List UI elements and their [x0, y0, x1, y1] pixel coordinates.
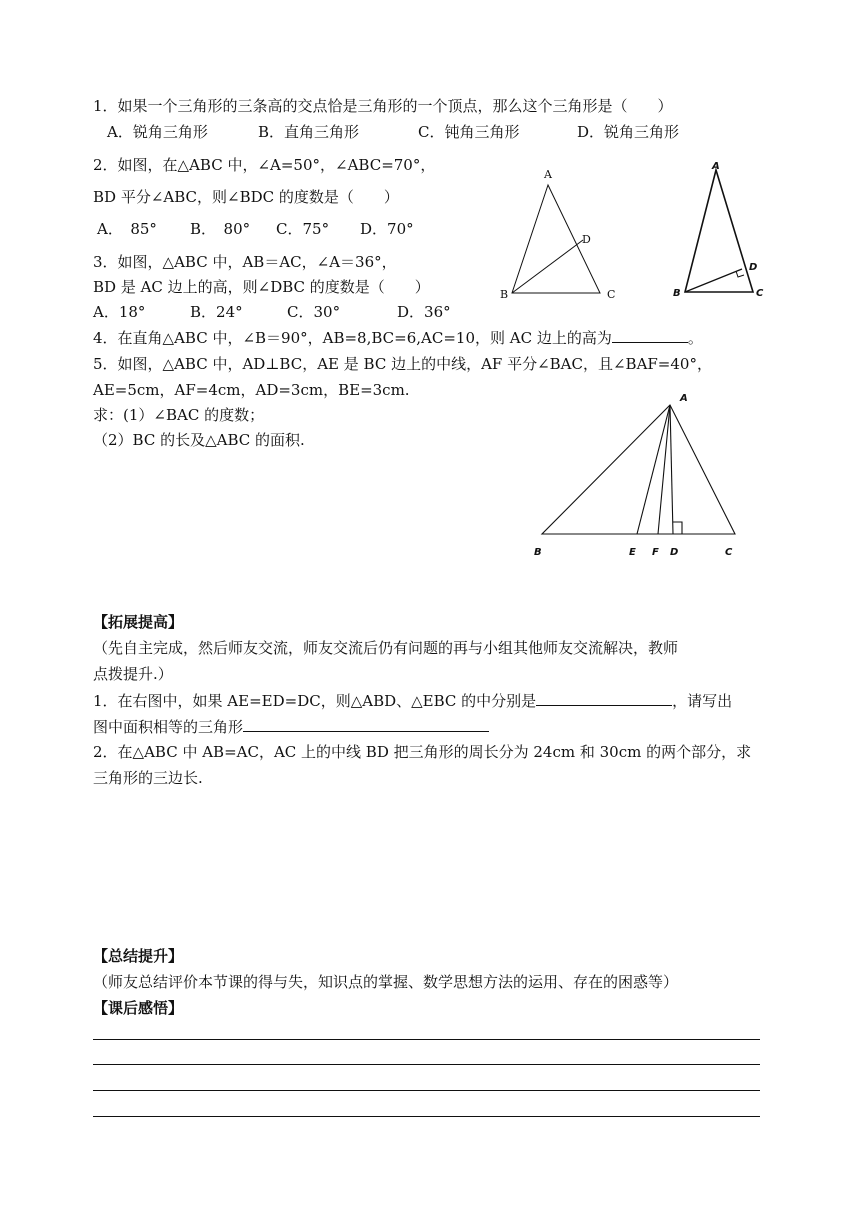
q1-option-c: C．钝角三角形: [418, 123, 520, 141]
label-f-fig3: F: [652, 547, 659, 558]
label-a-fig2: A: [712, 161, 720, 172]
q2-line1: 2．如图，在△ABC 中，∠A=50°，∠ABC=70°，: [93, 156, 436, 174]
label-d-fig3: D: [670, 547, 679, 558]
writing-line-4[interactable]: [93, 1116, 760, 1117]
extend-problem1-line2: [93, 716, 489, 737]
label-b-fig2: B: [673, 288, 681, 299]
bisector-bd: [512, 240, 583, 293]
q3-option-a: A．18°: [93, 303, 146, 321]
q4-text: [93, 327, 703, 348]
triangle-abc-fig3: [542, 405, 735, 534]
extend-problem2-line1: 2．在△ABC 中 AB=AC，AC 上的中线 BD 把三角形的周长分为 24cm 和 30cm 的两个部分，求: [93, 743, 752, 761]
right-angle-mark-fig3: [673, 522, 682, 534]
extend-p1-text: 1．在右图中，如果 AE=ED=DC，则△ABD、△EBC 的中分别是: [93, 692, 537, 710]
figure-triangle-bisector: [495, 160, 635, 310]
triangle-abc-fig2: [685, 170, 753, 292]
q1-option-b: B．直角三角形: [258, 123, 360, 141]
extend-p1-blank1[interactable]: [536, 690, 672, 706]
q5-line2: AE=5cm，AF=4cm，AD=3cm，BE=3cm.: [93, 381, 410, 399]
q4-question: 4．在直角△ABC 中，∠B＝90°，AB=8,BC=6,AC=10，则 AC 边上的高为: [93, 329, 612, 347]
q5-line3: 求：(1）∠BAC 的度数；: [93, 406, 265, 424]
label-b-fig1: B: [500, 288, 509, 301]
q2-line2: BD 平分∠ABC，则∠BDC 的度数是（ ）: [93, 188, 399, 206]
q4-answer-blank[interactable]: [612, 327, 688, 343]
extend-problem1-line1: [93, 690, 732, 711]
q4-end: 。: [687, 329, 703, 347]
q2-option-a: A． 85°: [97, 220, 157, 238]
q1-option-a: A．锐角三角形: [107, 123, 208, 141]
altitude-bd: [685, 269, 742, 292]
q2-option-b: B． 80°: [190, 220, 251, 238]
q3-line2: BD 是 AC 边上的高，则∠DBC 的度数是（ ）: [93, 278, 430, 296]
q1-text: 1．如果一个三角形的三条高的交点恰是三角形的一个顶点，那么这个三角形是（ ）: [93, 97, 673, 115]
label-d-fig2: D: [749, 262, 758, 273]
reflection-heading: 【课后感悟】: [93, 999, 184, 1017]
extend-intro-line1: （先自主完成，然后师友交流，师友交流后仍有问题的再与小组其他师友交流解决，教师: [93, 639, 679, 657]
extend-problem2-line2: 三角形的三边长.: [93, 769, 203, 787]
q3-option-c: C．30°: [287, 303, 341, 321]
extend-p1-blank2[interactable]: [243, 716, 489, 732]
writing-line-3[interactable]: [93, 1090, 760, 1091]
label-e-fig3: E: [629, 547, 636, 558]
median-ae: [637, 405, 670, 534]
writing-line-1[interactable]: [93, 1039, 760, 1040]
q5-line1: 5．如图，△ABC 中，AD⊥BC，AE 是 BC 边上的中线，AF 平分∠BAC，且∠BAF=40°，: [93, 355, 712, 373]
altitude-ad: [670, 405, 673, 534]
label-a-fig1: A: [544, 168, 552, 181]
q2-option-c: C．75°: [276, 220, 330, 238]
q2-option-d: D．70°: [360, 220, 414, 238]
q5-line4: （2）BC 的长及△ABC 的面积.: [93, 431, 305, 449]
extend-heading: 【拓展提高】: [93, 613, 184, 631]
bisector-af: [658, 405, 670, 534]
figure-median-bisector-altitude: [525, 385, 755, 565]
summary-text: （师友总结评价本节课的得与失，知识点的掌握、数学思想方法的运用、存在的困惑等）: [93, 973, 679, 991]
q3-line1: 3．如图，△ABC 中，AB＝AC，∠A＝36°，: [93, 253, 397, 271]
extend-intro-line2: 点拨提升.）: [93, 665, 173, 683]
right-angle-mark-fig2: [736, 271, 744, 277]
q3-option-b: B．24°: [190, 303, 243, 321]
label-b-fig3: B: [534, 547, 542, 558]
extend-p1-tail: ，请写出: [672, 692, 733, 710]
label-a-fig3: A: [680, 393, 688, 404]
figure-isosceles-altitude: [665, 158, 785, 303]
q1-option-d: D．锐角三角形: [577, 123, 680, 141]
writing-line-2[interactable]: [93, 1064, 760, 1065]
summary-heading: 【总结提升】: [93, 947, 184, 965]
label-d-fig1: D: [582, 233, 591, 246]
extend-p1-text2: 图中面积相等的三角形: [93, 718, 244, 736]
label-c-fig3: C: [725, 547, 733, 558]
label-c-fig2: C: [756, 288, 764, 299]
label-c-fig1: C: [607, 288, 616, 301]
q3-option-d: D．36°: [397, 303, 451, 321]
